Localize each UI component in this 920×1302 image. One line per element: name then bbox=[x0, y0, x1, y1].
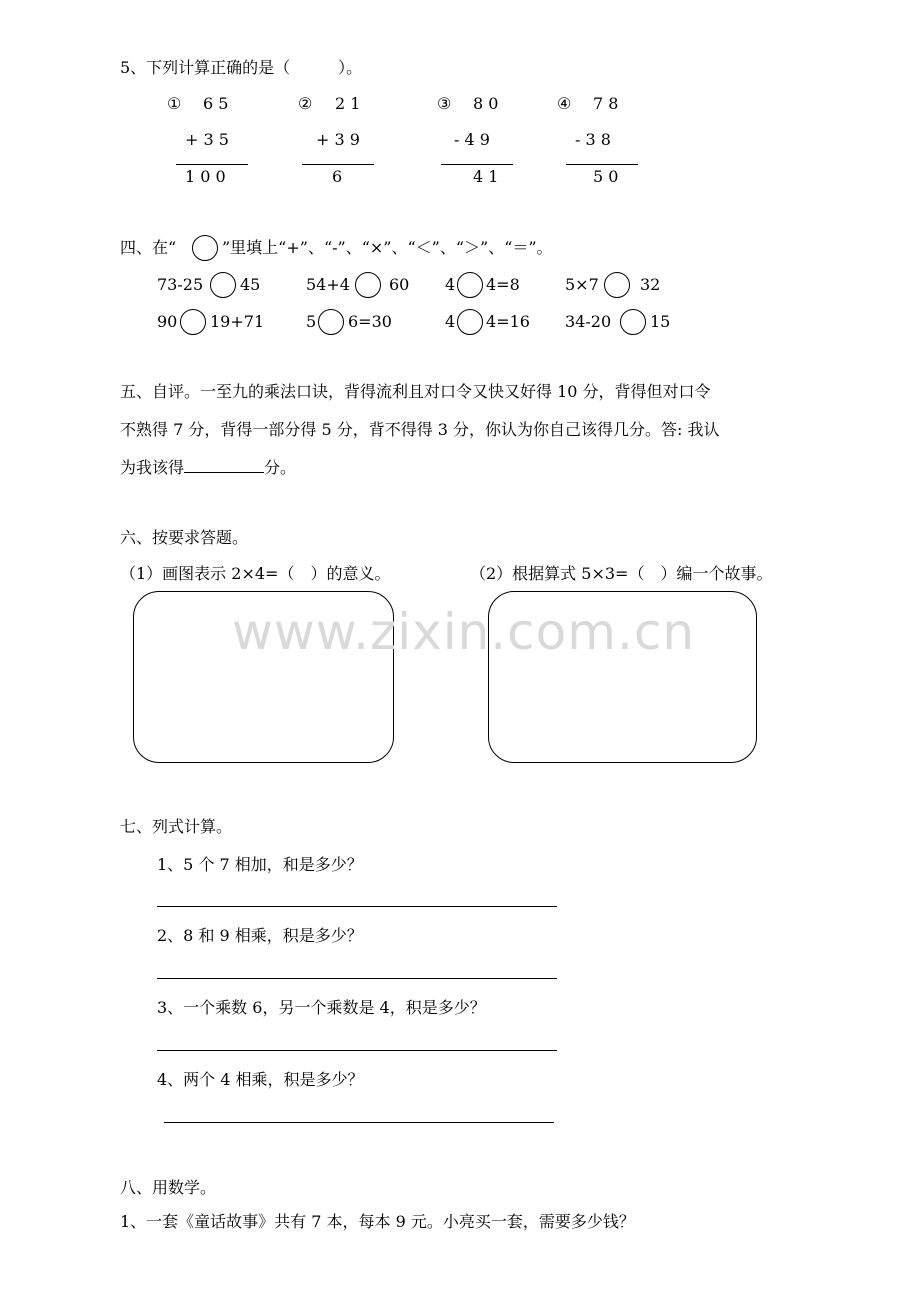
compare-8-answer-circle[interactable] bbox=[620, 309, 646, 335]
q5-option-3-marker: ③ bbox=[437, 94, 452, 113]
compare-1-right: 45 bbox=[240, 275, 261, 294]
q5-option-1-rule bbox=[176, 164, 248, 165]
self-eval-line-1: 五、自评。一至九的乘法口诀，背得流利且对口令又快又好得 10 分，背得但对口令 bbox=[120, 382, 711, 401]
compare-1-answer-circle[interactable] bbox=[210, 272, 236, 298]
section-6-q1: （1）画图表示 2×4=（ ）的意义。 bbox=[120, 564, 391, 583]
section-7-title: 七、列式计算。 bbox=[120, 817, 233, 836]
calc-answer-line-1[interactable] bbox=[157, 906, 557, 907]
q5-option-1-marker: ① bbox=[167, 94, 182, 113]
q5-option-1-addend-b: + 3 5 bbox=[185, 130, 229, 149]
compare-4-answer-circle[interactable] bbox=[604, 272, 630, 298]
compare-4-left: 5×7 bbox=[565, 275, 599, 294]
compare-5-left: 90 bbox=[157, 312, 178, 331]
compare-2-answer-circle[interactable] bbox=[355, 272, 381, 298]
compare-1-left: 73-25 bbox=[157, 275, 204, 294]
q5-option-3-rule bbox=[441, 164, 513, 165]
compare-6-answer-circle[interactable] bbox=[318, 309, 344, 335]
self-eval-blank[interactable] bbox=[184, 458, 264, 473]
q5-option-4-marker: ④ bbox=[557, 94, 572, 113]
calc-question-4: 4、两个 4 相乘，积是多少？ bbox=[157, 1070, 364, 1089]
q5-option-3-operand-b: - 4 9 bbox=[454, 130, 490, 149]
q5-option-1-addend-a: 6 5 bbox=[203, 94, 229, 113]
q5-option-2-rule bbox=[302, 164, 374, 165]
word-problem-1: 1、一套《童话故事》共有 7 本，每本 9 元。小亮买一套，需要多少钱？ bbox=[120, 1212, 635, 1231]
calc-answer-line-2[interactable] bbox=[157, 978, 557, 979]
calc-question-2: 2、8 和 9 相乘，积是多少？ bbox=[157, 926, 363, 945]
calc-question-3: 3、一个乘数 6，另一个乘数是 4，积是多少？ bbox=[157, 998, 486, 1017]
q5-option-4-rule bbox=[566, 164, 638, 165]
compare-7-left: 4 bbox=[445, 312, 456, 331]
calc-answer-line-4[interactable] bbox=[164, 1122, 554, 1123]
section-8-title: 八、用数学。 bbox=[120, 1178, 217, 1197]
q5-title: 5、下列计算正确的是（ ）。 bbox=[120, 58, 363, 77]
compare-2-left: 54+4 bbox=[306, 275, 350, 294]
watermark: www.zixin.com.cn bbox=[232, 603, 696, 661]
q5-option-1-result: 1 0 0 bbox=[185, 167, 226, 186]
q5-option-3-result: 4 1 bbox=[473, 167, 499, 186]
compare-3-right: 4=8 bbox=[486, 275, 520, 294]
compare-6-right: 6=30 bbox=[348, 312, 392, 331]
self-eval-line-2: 不熟得 7 分，背得一部分得 5 分，背不得得 3 分，你认为你自己该得几分。答: 我认 bbox=[120, 420, 720, 439]
q5-option-4-operand-b: - 3 8 bbox=[575, 130, 611, 149]
section-6-title: 六、按要求答题。 bbox=[120, 528, 249, 547]
calc-question-1: 1、5 个 7 相加，和是多少？ bbox=[157, 855, 363, 874]
calc-answer-line-3[interactable] bbox=[157, 1050, 557, 1051]
compare-2-right: 60 bbox=[389, 275, 410, 294]
q5-option-2-addend-a: 2 1 bbox=[335, 94, 361, 113]
compare-6-left: 5 bbox=[306, 312, 317, 331]
compare-8-right: 15 bbox=[650, 312, 671, 331]
compare-8-left: 34-20 bbox=[565, 312, 612, 331]
compare-5-right: 19+71 bbox=[210, 312, 265, 331]
q5-option-2-addend-b: + 3 9 bbox=[316, 130, 360, 149]
compare-7-answer-circle[interactable] bbox=[457, 309, 483, 335]
section-4-title-pre: 四、在“ bbox=[120, 238, 177, 257]
self-eval-prefix: 为我该得 bbox=[120, 458, 185, 477]
self-eval-suffix: 分。 bbox=[264, 458, 297, 477]
section-6-q2: （2）根据算式 5×3=（ ）编一个故事。 bbox=[470, 564, 773, 583]
compare-4-right: 32 bbox=[640, 275, 661, 294]
q5-option-3-operand-a: 8 0 bbox=[473, 94, 499, 113]
compare-7-right: 4=16 bbox=[486, 312, 530, 331]
compare-3-left: 4 bbox=[445, 275, 456, 294]
section-4-title-post: ”里填上“+”、“-”、“×”、“＜”、“＞”、“＝”。 bbox=[222, 238, 553, 257]
self-eval-line-3 bbox=[120, 458, 296, 476]
answer-circle-icon bbox=[192, 235, 218, 261]
q5-option-2-result: 6 bbox=[332, 167, 343, 186]
q5-option-4-operand-a: 7 8 bbox=[593, 94, 619, 113]
compare-3-answer-circle[interactable] bbox=[457, 272, 483, 298]
q5-option-2-marker: ② bbox=[298, 94, 313, 113]
q5-option-4-result: 5 0 bbox=[593, 167, 619, 186]
compare-5-answer-circle[interactable] bbox=[180, 309, 206, 335]
